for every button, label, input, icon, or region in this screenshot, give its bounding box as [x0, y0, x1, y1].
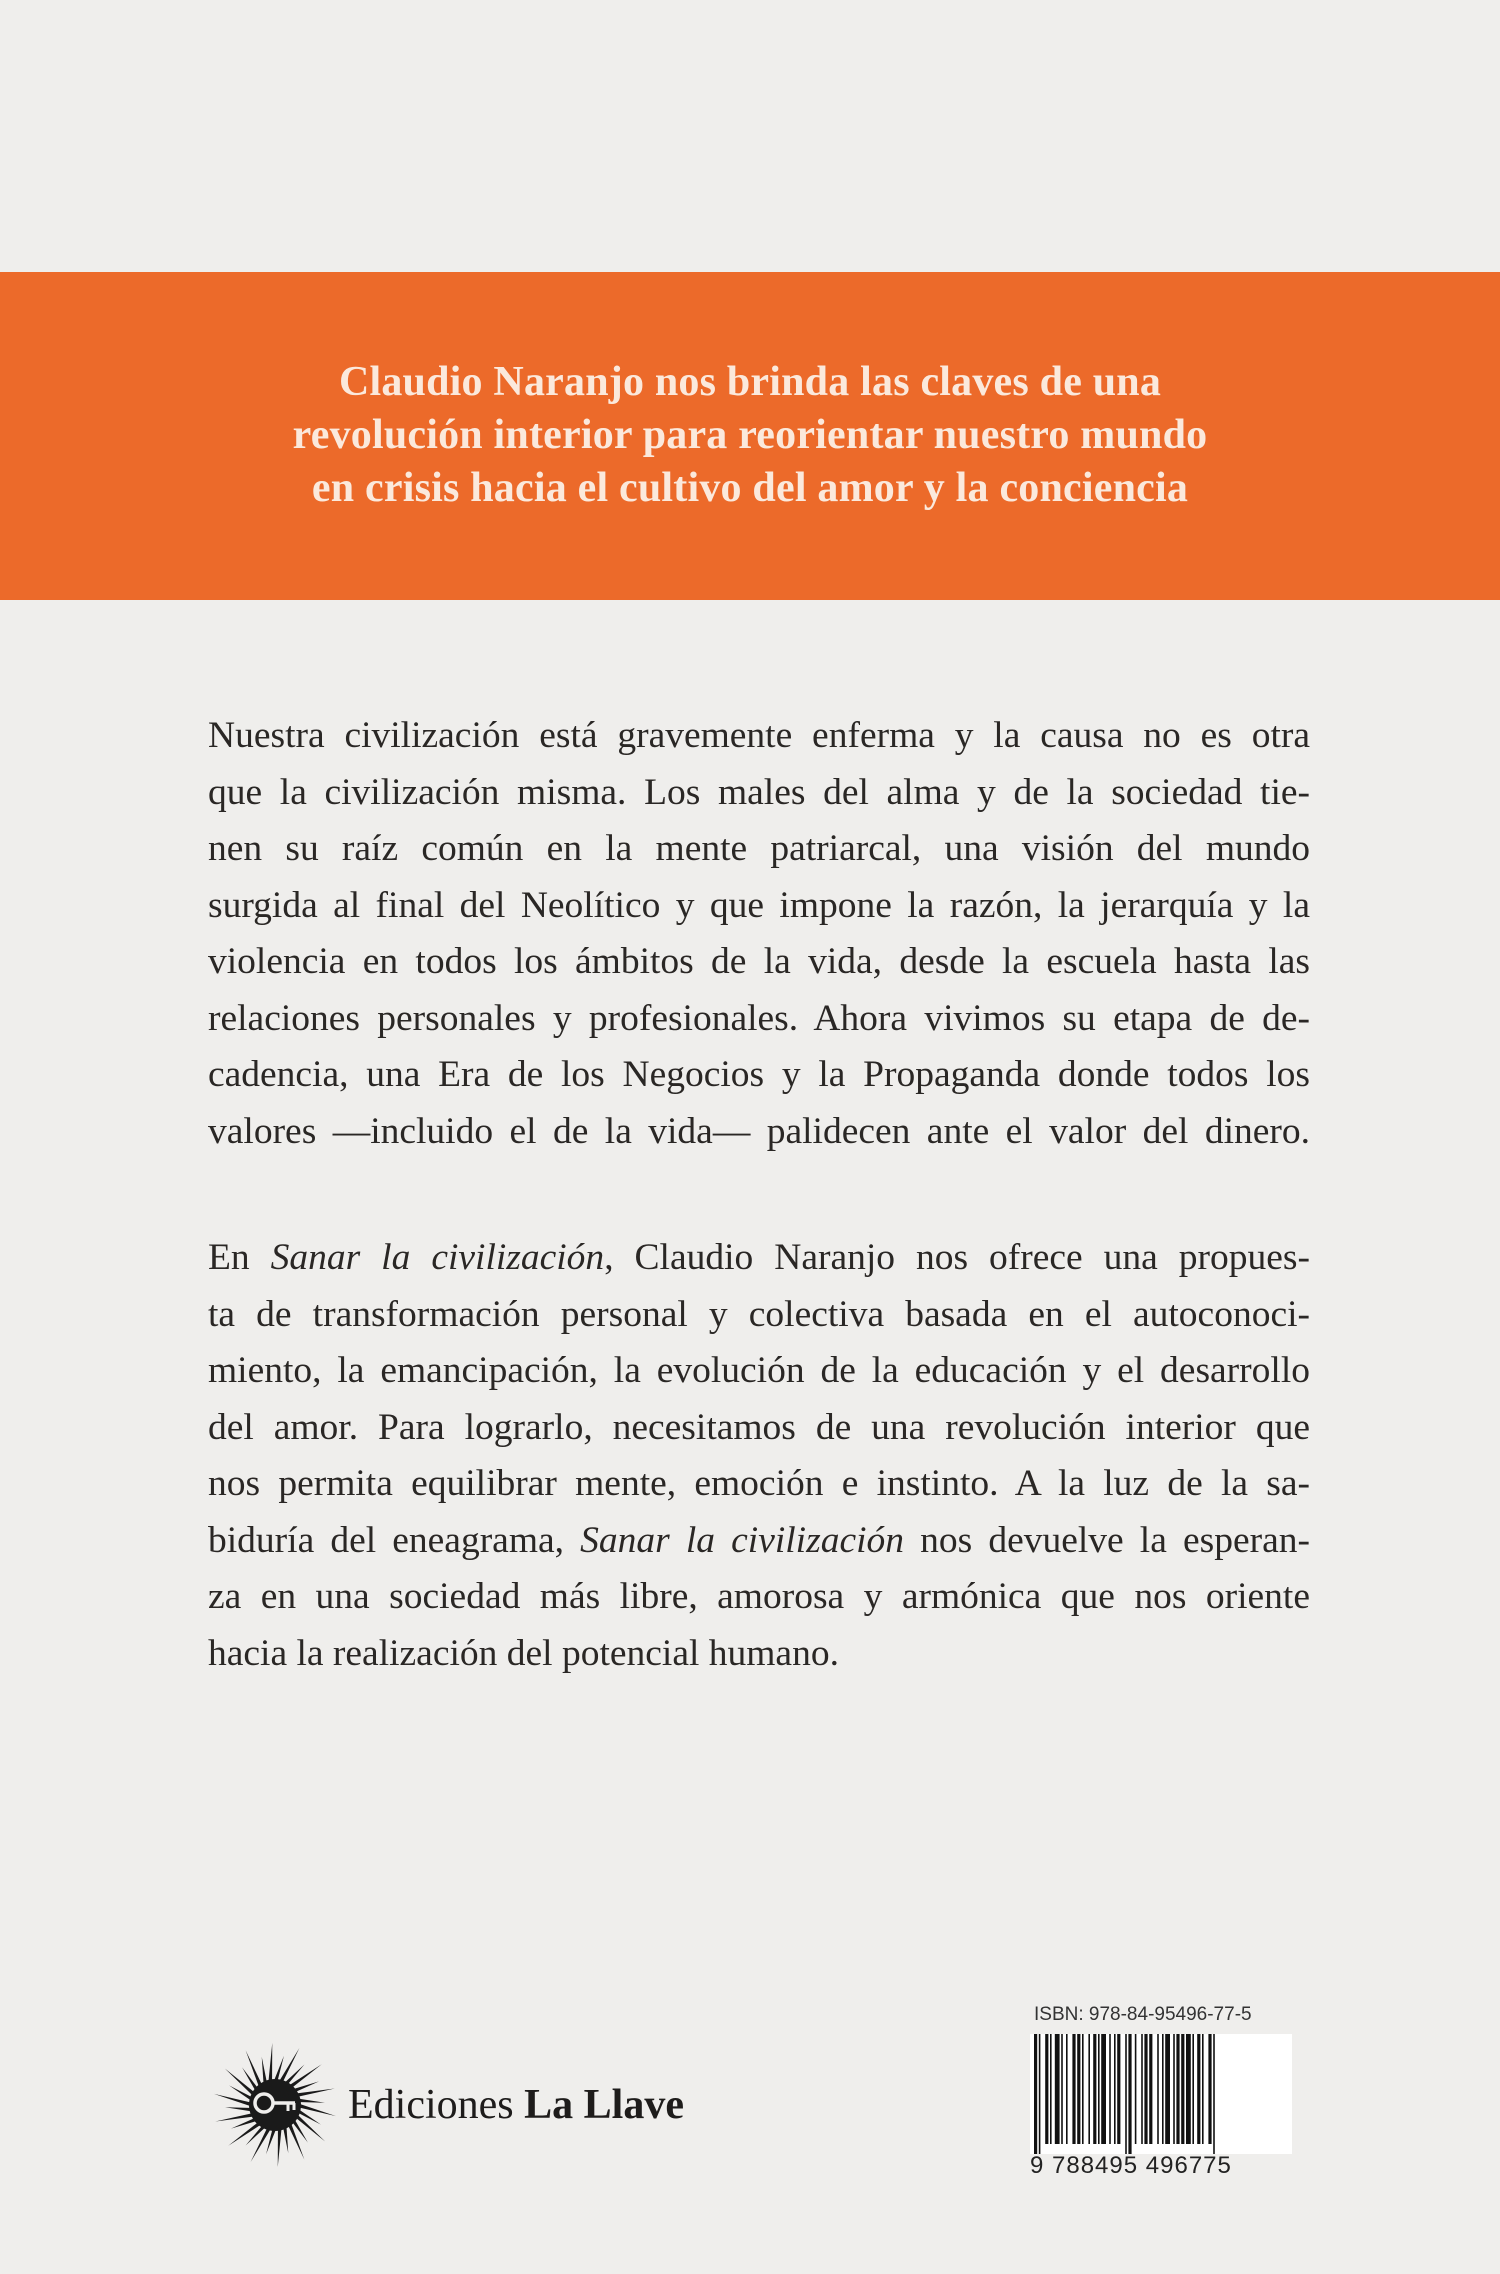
isbn-label: ISBN: 978-84-95496-77-5: [1034, 2004, 1252, 2025]
book-title-italic: Sanar la civilización: [580, 1519, 905, 1561]
barcode-bar: [1208, 2034, 1211, 2144]
barcode-bar: [1186, 2034, 1191, 2144]
barcode-bar: [1165, 2034, 1170, 2144]
barcode-bar: [1050, 2034, 1052, 2144]
text-line: [208, 1513, 1310, 1570]
barcode-bar: [1082, 2034, 1084, 2144]
publisher-name-bold: La Llave: [524, 2082, 684, 2128]
barcode-bar: [1039, 2034, 1041, 2154]
tagline: [200, 356, 1300, 515]
barcode-bar: [1149, 2034, 1152, 2144]
description-paragraph-2: [208, 1230, 1310, 1682]
tagline-line: en crisis hacia el cultivo del amor y la conciencia: [311, 465, 1189, 511]
text-line: za en una sociedad más libre, amorosa y armónica que nos oriente: [208, 1576, 1310, 1617]
description-paragraph-1: [208, 708, 1310, 1160]
text-line: miento, la emancipación, la evolución de la educación y el desarrollo: [208, 1350, 1310, 1391]
barcode-bar: [1173, 2034, 1175, 2144]
text-line: valores —incluido el de la vida— palidecen ante el valor del dinero.: [208, 1110, 1310, 1152]
barcode-bar: [1114, 2034, 1116, 2144]
barcode-bar: [1061, 2034, 1063, 2144]
barcode-bar: [1181, 2034, 1184, 2144]
barcode-bar: [1117, 2034, 1120, 2144]
barcode-bar: [1101, 2034, 1106, 2144]
text-line: nen su raíz común en la mente patriarcal, una visión del mundo: [208, 828, 1310, 869]
sunburst-ray: [287, 2121, 304, 2160]
barcode-bar: [1088, 2034, 1090, 2144]
text-line: cadencia, una Era de los Negocios y la Propaganda donde todos los: [208, 1054, 1310, 1095]
text-segment: biduría del eneagrama,: [208, 1519, 581, 1561]
text-segment: nos devuelve la esperan-: [904, 1519, 1310, 1561]
book-title-italic: Sanar la civilización: [270, 1237, 605, 1278]
barcode-bar: [1144, 2034, 1147, 2144]
barcode-bar: [1197, 2034, 1200, 2144]
text-line: que la civilización misma. Los males del alma y de la sociedad tie-: [208, 771, 1310, 813]
isbn-barcode: [1030, 2004, 1300, 2194]
text-segment: En: [208, 1237, 271, 1278]
barcode-bar: [1077, 2034, 1080, 2144]
barcode-icon: [1030, 2034, 1292, 2154]
barcode-bar: [1034, 2034, 1037, 2154]
barcode-bar: [1093, 2034, 1096, 2144]
barcode-bar: [1125, 2034, 1127, 2154]
sunburst-ray: [246, 2050, 263, 2089]
barcode-bar: [1213, 2034, 1215, 2154]
publisher-block: [210, 2040, 684, 2170]
publisher-name-regular: Ediciones: [348, 2082, 525, 2128]
text-line: Nuestra civilización está gravemente enferma y la causa no es otra: [208, 715, 1310, 756]
barcode-bar: [1157, 2034, 1159, 2144]
text-line: nos permita equilibrar mente, emoción e instinto. A la luz de la sa-: [208, 1463, 1310, 1504]
text-line: hacia la realización del potencial humano.: [208, 1632, 839, 1674]
barcode-bar: [1109, 2034, 1111, 2144]
tagline-line: revolución interior para reorientar nuestro mundo: [292, 412, 1208, 458]
text-line: del amor. Para lograrlo, necesitamos de una revolución interior que: [208, 1406, 1310, 1448]
barcode-bar: [1128, 2034, 1131, 2154]
text-line: surgida al final del Neolítico y que impone la razón, la jerarquía y la: [208, 884, 1310, 926]
barcode-bar: [1202, 2034, 1204, 2144]
text-line: violencia en todos los ámbitos de la vida, desde la escuela hasta las: [208, 941, 1310, 982]
text-line: ta de transformación personal y colectiva basada en el autoconoci-: [208, 1293, 1310, 1335]
sunburst-key-icon: [210, 2040, 340, 2170]
text-line: relaciones personales y profesionales. Ahora vivimos su etapa de de-: [208, 997, 1310, 1039]
barcode-bar: [1072, 2034, 1075, 2144]
header-band: [0, 272, 1500, 600]
sunburst-ray: [268, 2043, 272, 2084]
publisher-name: [348, 2081, 684, 2129]
barcode-bar: [1066, 2034, 1068, 2144]
barcode-bar: [1192, 2034, 1194, 2144]
barcode-digits: 9 788495 496775: [1030, 2152, 1232, 2179]
barcode-bar: [1176, 2034, 1179, 2144]
barcode-bar: [1162, 2034, 1164, 2144]
text-segment: , Claudio Naranjo nos ofrece una propues-: [604, 1237, 1310, 1278]
barcode-bar: [1045, 2034, 1048, 2144]
text-line: [208, 1230, 1310, 1287]
barcode-bar: [1098, 2034, 1100, 2144]
barcode-bar: [1055, 2034, 1060, 2144]
tagline-line: Claudio Naranjo nos brinda las claves de una: [338, 359, 1162, 405]
barcode-bar: [1141, 2034, 1143, 2144]
sunburst-ray: [278, 2126, 282, 2167]
barcode-bar: [1135, 2034, 1137, 2144]
